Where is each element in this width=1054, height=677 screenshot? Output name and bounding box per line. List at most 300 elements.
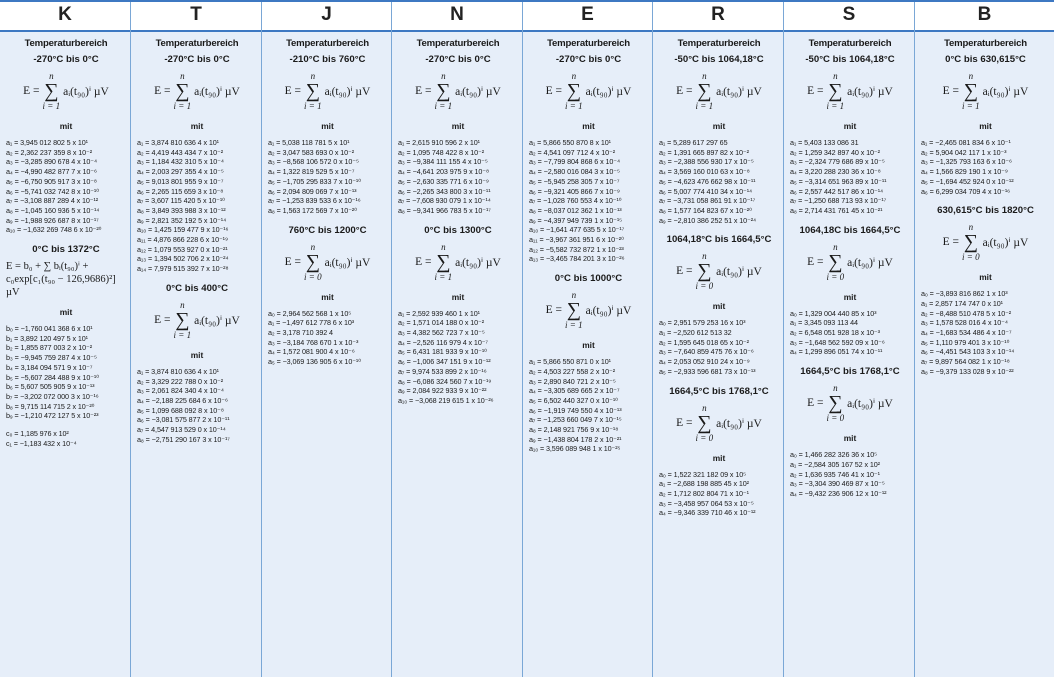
sum-lower: i = 1 — [565, 101, 583, 111]
coefficient-row: a₅ = −5,945 258 305 7 x 10⁻⁷ — [529, 176, 620, 186]
sum-upper: n — [702, 71, 707, 81]
column-header: N — [392, 0, 522, 32]
mit-label: mit — [843, 433, 857, 444]
sum-upper: n — [702, 251, 707, 262]
sigma-glyph: ∑ — [963, 80, 978, 102]
mit-label: mit — [582, 340, 595, 351]
coefficient-row: a₃ = −2,324 779 686 89 x 10⁻⁵ — [790, 157, 885, 167]
sigma-glyph: ∑ — [566, 80, 581, 102]
coefficient-row: a₁ = −2,465 081 834 6 x 10⁻¹ — [921, 138, 1011, 147]
coefficient-row: a₃ = −2,388 556 930 17 x 10⁻⁵ — [659, 157, 754, 167]
temperature-range: -50°C bis 1064,18°C — [674, 54, 764, 65]
range-heading: Temperaturbereich — [547, 38, 630, 49]
coefficient-row: a₄ = −3,305 689 665 2 x 10⁻⁷ — [529, 386, 620, 396]
coefficient-row: a₅ = −3,314 651 963 89 x 10⁻¹¹ — [790, 176, 887, 186]
coefficient-row: a₆ = −2,265 343 800 3 x 10⁻¹¹ — [398, 186, 491, 196]
sum-symbol — [304, 71, 322, 111]
sum-upper: n — [833, 383, 838, 394]
coefficient-row: b₇ = −3,202 072 000 3 x 10⁻¹⁶ — [6, 391, 99, 401]
coefficient-row: a₇ = −3,108 887 289 4 x 10⁻¹² — [6, 196, 99, 206]
sum-formula — [398, 240, 518, 284]
column-e — [523, 0, 653, 677]
sum-lower: i = 1 — [826, 101, 845, 111]
column-r — [653, 0, 784, 677]
sum-symbol — [962, 222, 980, 262]
formula-lhs: E = — [807, 85, 824, 97]
coefficient-row: a₃ = −8,568 106 572 0 x 10⁻⁵ — [268, 157, 359, 167]
coefficient-row: a₈ = −6,086 324 560 7 x 10⁻¹⁹ — [398, 376, 492, 386]
k-formula-line1: E = b₀ + ∑ bᵢ(t₉₀)ⁱ + — [6, 261, 89, 273]
coefficient-row: a₂ = −8,488 510 478 5 x 10⁻² — [921, 308, 1012, 318]
coefficient-row: a₇ = 3,607 115 420 5 x 10⁻¹⁰ — [137, 196, 225, 206]
coefficient-row: a₀ = 1,329 004 440 85 x 10³ — [790, 308, 877, 318]
sum-lower: i = 1 — [304, 101, 322, 111]
formula-term: aᵢ(t₉₀)ⁱ µV — [716, 266, 762, 279]
coefficient-row: a₁₁ = −3,967 361 951 6 x 10⁻²⁰ — [529, 235, 624, 245]
coefficient-row: a₄ = 3,569 160 010 63 x 10⁻⁸ — [659, 167, 750, 177]
coefficient-row: a₇ = −1,028 760 553 4 x 10⁻¹⁰ — [529, 196, 622, 206]
formula-term: aᵢ(t₉₀)ⁱ µV — [585, 305, 632, 318]
coefficient-row: a₄ = 2,003 297 355 4 x 10⁻⁵ — [137, 167, 224, 177]
coefficient-row: a₉ = 2,821 352 192 5 x 10⁻¹⁴ — [137, 215, 227, 225]
sigma-glyph: ∑ — [175, 80, 190, 102]
mit-label: mit — [190, 121, 204, 131]
sum-formula — [6, 69, 126, 113]
coefficient-row: a₄ = 2,053 052 910 24 x 10⁻⁹ — [659, 357, 750, 367]
coefficient-row: a₁ = 5,866 550 870 8 x 10¹ — [529, 138, 611, 147]
coefficient-row: a₇ = −1,253 660 049 7 x 10⁻¹⁵ — [529, 415, 622, 425]
column-header: J — [262, 0, 391, 32]
coefficient-row: a₂ = 5,904 042 117 1 x 10⁻³ — [921, 147, 1007, 157]
coefficient-row: a₁₀ = −1,641 477 635 5 x 10⁻¹⁷ — [529, 225, 625, 235]
sum-formula — [137, 69, 257, 113]
sum-symbol — [304, 242, 322, 282]
coefficient-row: a₂ = 3,047 583 693 0 x 10⁻² — [268, 147, 355, 157]
sum-formula — [529, 288, 648, 332]
range-heading: Temperaturbereich — [24, 38, 108, 49]
column-header: E — [523, 0, 652, 32]
sum-formula — [529, 69, 648, 113]
formula-term: aᵢ(t₉₀)ⁱ µV — [847, 398, 893, 411]
coefficient-row: a₄ = −1,683 534 486 4 x 10⁻⁷ — [921, 328, 1012, 338]
coefficient-row: a₄ = −4,990 482 877 7 x 10⁻⁶ — [6, 167, 97, 177]
coefficient-row: a₁₃ = −3,465 784 201 3 x 10⁻²⁶ — [529, 254, 625, 264]
sigma-glyph: ∑ — [828, 80, 843, 102]
sum-lower: i = 1 — [434, 271, 453, 282]
coefficient-row: a₀ = 2,951 579 253 16 x 10³ — [659, 318, 746, 328]
coefficient-row: b₂ = 1,855 877 003 2 x 10⁻² — [6, 343, 93, 353]
temperature-range: -270°C bis 0°C — [425, 54, 491, 65]
sum-formula — [659, 69, 779, 113]
coefficient-row: a₅ = 6,431 181 933 9 x 10⁻¹⁰ — [398, 347, 487, 357]
mit-label: mit — [321, 121, 334, 131]
mit-label: mit — [190, 349, 204, 360]
coefficient-row: a₃ = 1,578 528 016 4 x 10⁻⁴ — [921, 318, 1008, 328]
coefficient-row: a₁₀ = −3,068 219 615 1 x 10⁻²⁶ — [398, 395, 494, 405]
k-formula-line2: c₀exp[c₁(t₉₀ − 126,9686)²] µV — [6, 274, 116, 299]
mit-label: mit — [979, 121, 992, 131]
range-heading: Temperaturbereich — [808, 38, 892, 49]
temperature-range: -210°C bis 760°C — [289, 54, 366, 65]
coefficient-row: a₁ = 3,874 810 636 4 x 10¹ — [137, 138, 219, 147]
range-heading: Temperaturbereich — [416, 38, 500, 49]
coefficient-row: a₅ = −3,069 136 905 6 x 10⁻¹⁰ — [268, 357, 361, 367]
coefficient-row: a₉ = −1,438 804 178 2 x 10⁻²¹ — [529, 434, 622, 444]
formula-lhs: E = — [154, 313, 171, 326]
formula-lhs: E = — [807, 397, 824, 410]
sum-lower: i = 0 — [962, 252, 980, 263]
temperature-range: 1664,5°C bis 1768,1°C — [669, 385, 769, 397]
sigma-glyph: ∑ — [175, 308, 190, 331]
formula-lhs: E = — [942, 85, 960, 97]
range-heading: Temperaturbereich — [155, 38, 239, 49]
coefficient-row: a₁₂ = 1,079 553 927 0 x 10⁻²¹ — [137, 244, 228, 254]
coefficient-row: a₂ = 1,595 645 018 65 x 10⁻² — [659, 337, 749, 347]
sigma-glyph: ∑ — [305, 80, 320, 102]
coefficient-row: a₈ = 2,714 431 761 45 x 10⁻²¹ — [790, 205, 883, 215]
column-body — [262, 32, 391, 677]
formula-term: aᵢ(t₉₀)ⁱ µV — [585, 86, 632, 98]
coefficient-row: a₆ = −3,081 575 877 2 x 10⁻¹¹ — [137, 415, 230, 425]
formula-term: aᵢ(t₉₀)ⁱ µV — [324, 86, 371, 98]
header-top-rule — [0, 0, 1054, 2]
sum-lower: i = 1 — [173, 329, 192, 340]
coefficient-row: b₈ = 9,715 114 715 2 x 10⁻²⁰ — [6, 401, 95, 411]
coefficient-row: a₁ = 5,403 133 086 31 — [790, 138, 859, 147]
coefficient-row: a₈ = −9,341 966 783 5 x 10⁻¹⁷ — [398, 205, 491, 215]
coefficient-row: a₁₄ = 7,979 515 392 7 x 10⁻²⁸ — [137, 264, 229, 274]
coefficient-row: a₉ = 2,084 922 933 9 x 10⁻²² — [398, 386, 487, 396]
sum-upper: n — [441, 241, 446, 252]
coefficient-row: a₆ = −1,919 749 550 4 x 10⁻¹³ — [529, 405, 622, 415]
sum-symbol — [827, 242, 845, 282]
coefficient-row: a₄ = 3,220 288 230 36 x 10⁻⁸ — [790, 167, 881, 177]
coefficient-row: a₄ = −4,641 203 975 9 x 10⁻⁸ — [398, 167, 489, 177]
coefficient-row: a₁ = 3,945 012 802 5 x 10¹ — [6, 138, 88, 147]
coefficient-row: a₂ = 1,095 748 422 8 x 10⁻² — [398, 147, 485, 157]
sum-lower: i = 1 — [434, 101, 453, 111]
sum-formula — [659, 401, 779, 445]
coefficient-row: a₃ = −9,384 111 155 4 x 10⁻⁵ — [398, 157, 488, 167]
formula-term: aᵢ(t₉₀)ⁱ µV — [194, 86, 240, 98]
coefficient-row: a₃ = −7,799 804 868 6 x 10⁻⁴ — [529, 157, 620, 167]
column-k — [0, 0, 131, 677]
coefficient-row: c₁ = −1,183 432 x 10⁻⁴ — [6, 438, 77, 448]
mit-label: mit — [59, 307, 73, 318]
coefficient-row: a₅ = −1,694 452 924 0 x 10⁻¹² — [921, 176, 1014, 186]
temperature-range: 0°C bis 1000°C — [554, 273, 623, 285]
sum-lower: i = 1 — [695, 101, 714, 111]
coefficient-row: a₈ = −1,045 160 936 5 x 10⁻¹⁴ — [6, 205, 100, 215]
coefficient-row: a₅ = 1,099 688 092 8 x 10⁻⁸ — [137, 405, 224, 415]
sum-formula — [398, 69, 518, 113]
coefficient-row: a₂ = 2,362 237 359 8 x 10⁻² — [6, 147, 93, 157]
sum-upper: n — [571, 290, 577, 301]
sum-upper: n — [180, 299, 185, 310]
coefficient-row: a₅ = −2,933 596 681 73 x 10⁻¹³ — [659, 366, 756, 376]
coefficient-row: a₁₃ = 1,394 502 706 2 x 10⁻²⁴ — [137, 254, 229, 264]
coefficient-row: a₂ = 3,329 222 788 0 x 10⁻² — [137, 376, 224, 386]
sum-upper: n — [833, 241, 838, 252]
coefficient-row: a₇ = −1,250 688 713 93 x 10⁻¹⁷ — [790, 196, 887, 206]
sum-lower: i = 1 — [565, 320, 583, 331]
sum-formula — [790, 69, 910, 113]
coefficient-row: a₈ = 1,577 164 823 67 x 10⁻²⁰ — [659, 205, 752, 215]
temperature-range: 1064,18°C bis 1664,5°C — [666, 234, 772, 246]
coefficient-row: a₁ = 5,866 550 871 0 x 10¹ — [529, 357, 611, 367]
sum-lower: i = 1 — [173, 101, 192, 111]
sum-symbol — [565, 290, 583, 330]
coefficient-row: a₁₀ = 1,425 159 477 9 x 10⁻¹⁶ — [137, 225, 229, 235]
coefficient-row: a₄ = −2,188 225 684 6 x 10⁻⁶ — [137, 395, 228, 405]
formula-term: aᵢ(t₉₀)ⁱ µV — [63, 86, 109, 98]
coefficient-row: a₂ = 1,391 665 897 82 x 10⁻² — [659, 147, 749, 157]
sum-upper: n — [968, 222, 974, 233]
column-header: T — [131, 0, 261, 32]
coefficient-row: a₆ = −5,741 032 742 8 x 10⁻¹⁰ — [6, 186, 99, 196]
sigma-glyph: ∑ — [697, 80, 712, 102]
coefficient-row: a₂ = 4,541 097 712 4 x 10⁻² — [529, 147, 616, 157]
sigma-glyph: ∑ — [44, 80, 59, 102]
column-header: S — [784, 0, 914, 32]
sum-formula — [790, 240, 910, 284]
coefficient-row: b₀ = −1,760 041 368 6 x 10¹ — [6, 324, 93, 334]
sigma-glyph: ∑ — [436, 250, 451, 273]
coefficient-row: a₁₀ = 3,596 089 948 1 x 10⁻²⁵ — [529, 444, 621, 454]
coefficient-row: a₃ = −3,285 890 678 4 x 10⁻⁴ — [6, 157, 97, 167]
coefficient-row: a₃ = −3,458 957 064 53 x 10⁻⁵ — [659, 498, 754, 508]
coefficient-row: a₆ = 2,265 115 659 3 x 10⁻⁸ — [137, 186, 224, 196]
coefficient-row: a₀ = 2,964 562 568 1 x 10⁵ — [268, 308, 352, 318]
coefficient-row: a₁₁ = 4,876 866 228 6 x 10⁻¹⁹ — [137, 235, 228, 245]
column-body — [131, 32, 261, 677]
coefficient-row: a₁ = 3,874 810 636 4 x 10¹ — [137, 366, 219, 376]
coefficient-row: a₁₂ = −5,582 732 872 1 x 10⁻²³ — [529, 244, 624, 254]
sum-lower: i = 0 — [826, 413, 845, 424]
column-j — [262, 0, 392, 677]
coefficient-row: a₈ = 1,563 172 569 7 x 10⁻²⁰ — [268, 205, 357, 215]
sum-symbol — [43, 71, 61, 111]
coefficient-row: a₆ = −4,451 543 103 3 x 10⁻¹⁴ — [921, 347, 1015, 357]
sum-upper: n — [833, 71, 838, 81]
sigma-glyph: ∑ — [697, 260, 712, 283]
formula-lhs: E = — [545, 85, 563, 97]
coefficient-row: a₅ = −1,705 295 833 7 x 10⁻¹⁰ — [268, 176, 361, 186]
coefficient-row: a₄ = 1,566 829 190 1 x 10⁻⁹ — [921, 167, 1008, 177]
mit-label: mit — [843, 291, 857, 302]
column-body — [0, 32, 130, 677]
coefficient-row: a₃ = −3,304 390 469 87 x 10⁻⁵ — [790, 479, 885, 489]
coefficient-row: a₅ = 6,502 440 327 0 x 10⁻¹⁰ — [529, 395, 618, 405]
coefficient-row: c₀ = 1,185 976 x 10² — [6, 429, 69, 439]
coefficient-row: a₆ = −9,321 405 866 7 x 10⁻⁹ — [529, 186, 620, 196]
coefficient-row: a₂ = 1,259 342 897 40 x 10⁻² — [790, 147, 880, 157]
sum-formula — [137, 298, 257, 342]
sum-symbol — [174, 300, 192, 340]
sum-symbol — [827, 71, 845, 111]
coefficient-row: a₉ = −2,810 386 252 51 x 10⁻²⁴ — [659, 215, 757, 225]
coefficient-row: a₈ = −9,379 133 028 9 x 10⁻²² — [921, 366, 1014, 376]
coefficient-row: a₁ = −1,497 612 778 6 x 10³ — [268, 318, 355, 328]
sigma-glyph: ∑ — [436, 80, 451, 102]
sum-symbol — [696, 251, 714, 291]
coefficient-row: a₂ = 1,712 802 804 71 x 10⁻¹ — [659, 488, 749, 498]
formula-term: aᵢ(t₉₀)ⁱ µV — [716, 86, 762, 98]
coefficient-row: a₉ = −1,988 926 687 8 x 10⁻¹⁷ — [6, 215, 99, 225]
coefficient-row: a₄ = −2,580 016 084 3 x 10⁻⁵ — [529, 167, 620, 177]
sum-symbol — [827, 383, 845, 423]
coefficient-row: a₁ = 3,345 093 113 44 — [790, 318, 858, 328]
sum-upper: n — [180, 71, 185, 81]
coefficient-row: a₅ = 1,110 979 401 3 x 10⁻¹⁰ — [921, 337, 1010, 347]
mit-label: mit — [979, 272, 992, 283]
sigma-glyph: ∑ — [828, 250, 843, 273]
coefficient-row: a₁ = 2,615 910 596 2 x 10¹ — [398, 138, 480, 147]
coefficient-row: a₂ = 1,636 935 746 41 x 10⁻¹ — [790, 469, 880, 479]
sum-symbol — [962, 71, 980, 111]
formula-term: aᵢ(t₉₀)ⁱ µV — [324, 256, 371, 269]
formula-lhs: E = — [676, 85, 693, 97]
formula-term: aᵢ(t₉₀)ⁱ µV — [847, 86, 893, 98]
mit-label: mit — [451, 291, 465, 302]
formula-lhs: E = — [807, 255, 824, 268]
column-body — [392, 32, 522, 677]
sum-formula — [921, 69, 1050, 113]
formula-lhs: E = — [284, 85, 302, 97]
coefficient-row: a₃ = −1,325 793 163 6 x 10⁻⁶ — [921, 157, 1012, 167]
mit-label: mit — [321, 291, 334, 302]
sum-lower: i = 1 — [962, 101, 980, 111]
coefficient-row: a₈ = −8,037 012 362 1 x 10⁻¹³ — [529, 205, 622, 215]
sigma-glyph: ∑ — [566, 299, 581, 322]
mit-label: mit — [712, 121, 726, 131]
sum-upper: n — [968, 71, 974, 81]
sum-symbol — [174, 71, 192, 111]
column-body — [784, 32, 914, 677]
coefficient-row: a₃ = 4,382 562 723 7 x 10⁻⁵ — [398, 328, 485, 338]
temperature-range: 0°C bis 630,615°C — [945, 54, 1026, 65]
coefficient-row: a₄ = 1,299 896 051 74 x 10⁻¹¹ — [790, 347, 883, 357]
formula-term: aᵢ(t₉₀)ⁱ µV — [455, 86, 501, 98]
coefficient-row: a₃ = −7,640 859 475 76 x 10⁻⁶ — [659, 347, 754, 357]
column-body — [523, 32, 652, 677]
coefficient-row: a₁ = 5,038 118 781 5 x 10¹ — [268, 138, 350, 147]
sigma-glyph: ∑ — [305, 250, 320, 273]
coefficient-row: a₇ = −7,608 930 079 1 x 10⁻¹⁴ — [398, 196, 491, 206]
formula-lhs: E = — [284, 255, 302, 268]
mit-label: mit — [843, 121, 857, 131]
column-s — [784, 0, 915, 677]
coefficient-row: a₉ = −4,397 949 739 1 x 10⁻¹⁵ — [529, 215, 623, 225]
formula-term: aᵢ(t₉₀)ⁱ µV — [847, 256, 893, 269]
range-heading: Temperaturbereich — [286, 38, 369, 49]
temperature-range: 760°C bis 1200°C — [288, 224, 367, 236]
sum-formula — [659, 249, 779, 293]
coefficient-row: b₉ = −1,210 472 127 5 x 10⁻²³ — [6, 411, 99, 421]
formula-term: aᵢ(t₉₀)ⁱ µV — [194, 314, 240, 327]
sum-lower: i = 0 — [304, 271, 322, 282]
temperature-range: 1664,5°C bis 1768,1°C — [800, 366, 900, 378]
coefficient-row: a₈ = 2,148 921 756 9 x 10⁻¹⁸ — [529, 425, 619, 435]
sum-upper: n — [49, 71, 54, 81]
sigma-glyph: ∑ — [828, 392, 843, 415]
range-heading: Temperaturbereich — [677, 38, 761, 49]
coefficient-row: a₆ = −1,006 347 151 9 x 10⁻¹² — [398, 357, 491, 367]
sum-upper: n — [310, 241, 316, 252]
coefficient-row: a₆ = 6,299 034 709 4 x 10⁻¹⁶ — [921, 186, 1010, 196]
formula-lhs: E = — [23, 85, 40, 97]
range-heading: Temperaturbereich — [944, 38, 1027, 49]
column-header: R — [653, 0, 783, 32]
formula-term: aᵢ(t₉₀)ⁱ µV — [716, 417, 762, 430]
coefficient-row: a₃ = 2,061 824 340 4 x 10⁻⁴ — [137, 386, 224, 396]
coefficient-row: a₅ = −2,630 335 771 6 x 10⁻⁹ — [398, 176, 489, 186]
coefficient-row: a₇ = −1,253 839 533 6 x 10⁻¹⁶ — [268, 196, 361, 206]
coefficient-row: a₂ = 4,503 227 558 2 x 10⁻² — [529, 366, 616, 376]
coefficient-row: a₀ = 1,522 321 182 09 x 10⁵ — [659, 469, 746, 479]
sum-lower: i = 0 — [695, 281, 714, 292]
coefficient-row: a₀ = −3,893 816 862 1 x 10³ — [921, 289, 1008, 299]
coefficient-row: a₄ = −9,346 339 710 46 x 10⁻¹² — [659, 508, 756, 518]
coefficient-row: a₅ = 9,013 801 955 9 x 10⁻⁷ — [137, 176, 224, 186]
temperature-range: -270°C bis 0°C — [555, 54, 622, 65]
coefficient-row: a₈ = −2,751 290 167 3 x 10⁻¹⁷ — [137, 434, 230, 444]
coefficient-row: a₆ = 5,007 774 410 34 x 10⁻¹⁴ — [659, 186, 753, 196]
coefficient-row: a₃ = −1,648 562 592 09 x 10⁻⁶ — [790, 337, 885, 347]
sum-formula — [790, 381, 910, 425]
temperature-range: -50°C bis 1064,18°C — [805, 54, 895, 65]
formula-lhs: E = — [676, 416, 693, 429]
column-body — [653, 32, 783, 677]
sigma-glyph: ∑ — [963, 231, 978, 254]
sum-upper: n — [702, 402, 707, 413]
mit-label: mit — [59, 121, 73, 131]
coefficient-row: b₅ = −5,607 284 488 9 x 10⁻¹⁰ — [6, 372, 99, 382]
sum-upper: n — [310, 71, 316, 81]
column-n — [392, 0, 523, 677]
coefficient-row: a₁ = −2,584 305 167 52 x 10² — [790, 459, 880, 469]
sum-formula — [268, 69, 387, 113]
coefficient-row: a₀ = 1,466 282 326 36 x 10⁵ — [790, 450, 877, 460]
sum-upper: n — [441, 71, 446, 81]
formula-lhs: E = — [415, 85, 432, 97]
coefficient-row: a₇ = 9,974 533 899 2 x 10⁻¹⁶ — [398, 366, 487, 376]
sum-symbol — [696, 403, 714, 443]
column-body — [915, 32, 1054, 677]
sum-formula — [268, 240, 387, 284]
temperature-range: 1064,18C bis 1664,5°C — [799, 224, 901, 236]
coefficient-row: a₆ = 2,557 442 517 86 x 10⁻¹⁴ — [790, 186, 884, 196]
column-header: K — [0, 0, 130, 32]
spacer — [6, 421, 126, 429]
coefficient-row: a₂ = 4,419 443 434 7 x 10⁻² — [137, 147, 224, 157]
coefficient-row: a₃ = 2,890 840 721 2 x 10⁻⁵ — [529, 376, 616, 386]
coefficient-row: a₄ = −2,526 116 979 4 x 10⁻⁷ — [398, 337, 488, 347]
sum-lower: i = 0 — [826, 271, 845, 282]
sum-lower: i = 0 — [695, 432, 714, 443]
coefficient-row: a₂ = 6,548 051 928 18 x 10⁻³ — [790, 328, 880, 338]
sigma-glyph: ∑ — [697, 411, 712, 434]
temperature-range: -270°C bis 0°C — [164, 54, 230, 65]
coefficient-row: a₈ = 3,849 393 988 3 x 10⁻¹² — [137, 205, 226, 215]
mit-label: mit — [451, 121, 465, 131]
coefficient-row: a₄ = −9,432 236 906 12 x 10⁻¹² — [790, 488, 887, 498]
coefficient-row: a₁ = 2,857 174 747 0 x 10¹ — [921, 298, 1003, 308]
coefficient-row: a₆ = 2,094 809 069 7 x 10⁻¹³ — [268, 186, 357, 196]
coefficient-row: b₄ = 3,184 094 571 9 x 10⁻⁷ — [6, 362, 93, 372]
sum-symbol — [435, 71, 453, 111]
coefficient-row: b₃ = −9,945 759 287 4 x 10⁻⁵ — [6, 353, 97, 363]
